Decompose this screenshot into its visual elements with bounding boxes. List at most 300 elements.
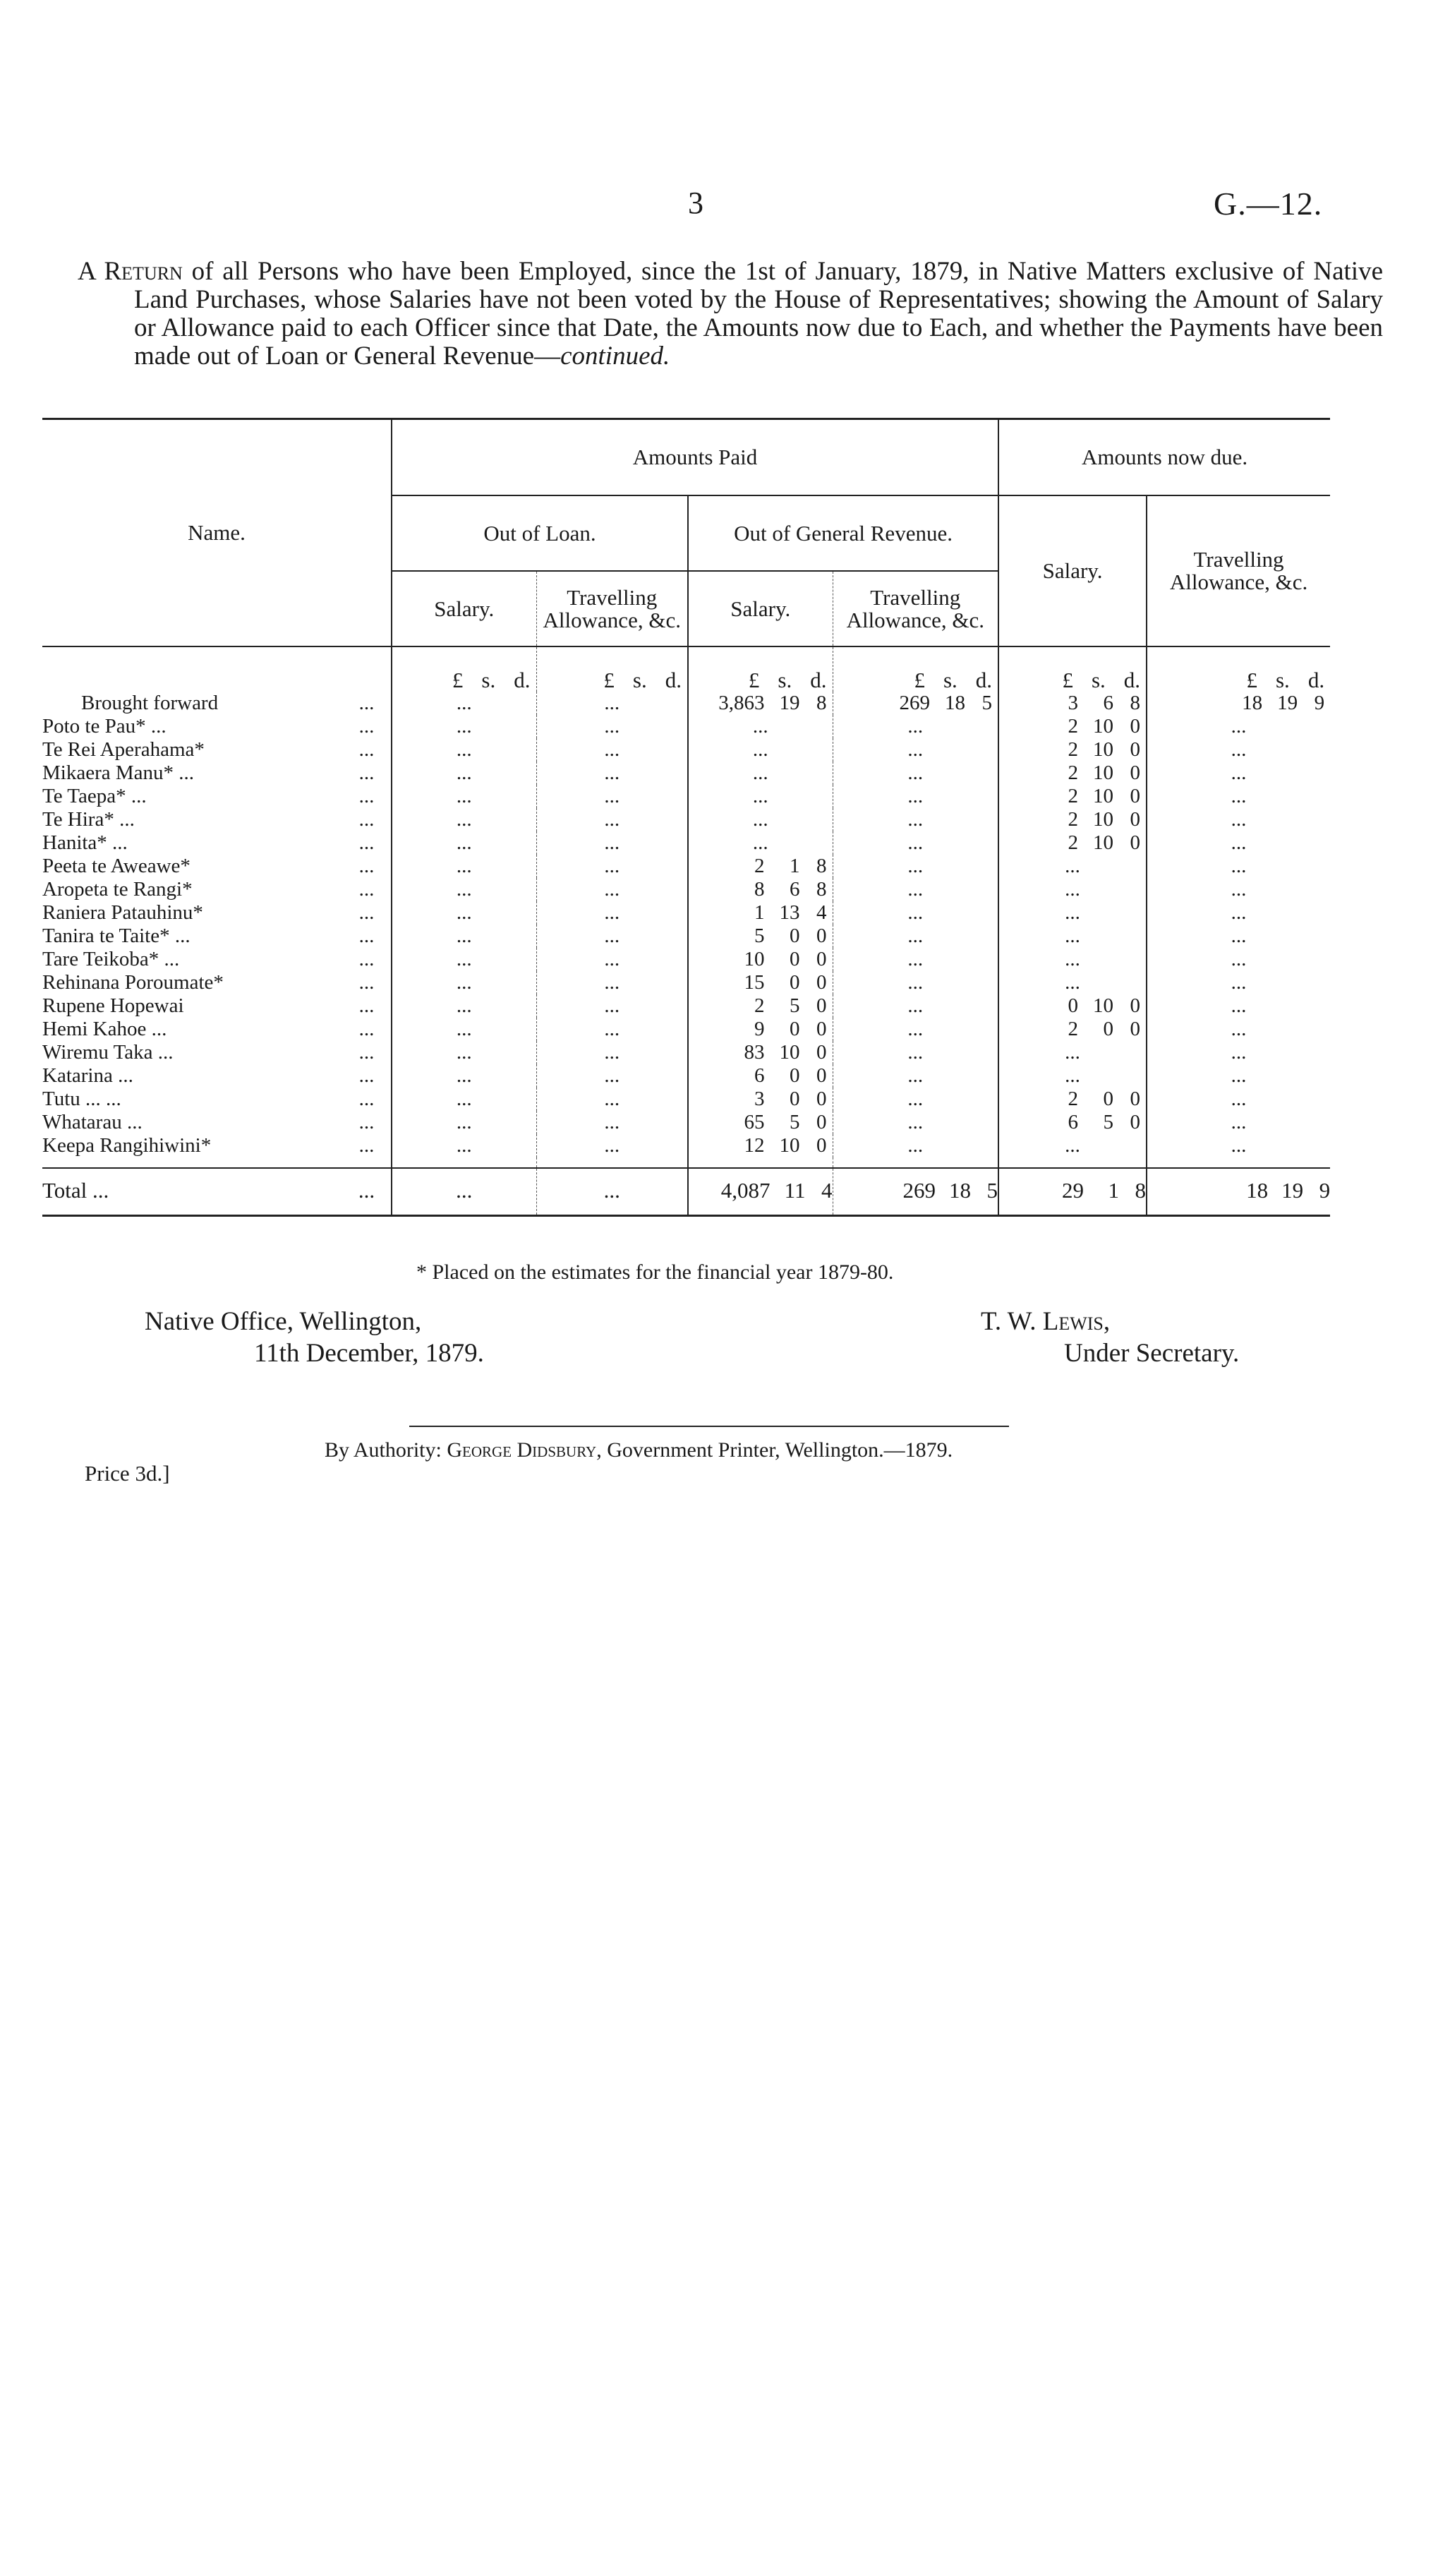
unit-label: £ (1246, 668, 1257, 692)
unit-label: d. (1307, 668, 1325, 692)
header-loan-travelling: Travelling Allowance, &c. (536, 571, 688, 646)
empty-value: ... (1231, 994, 1247, 1017)
page-number: 3 (688, 186, 703, 220)
pence: 0 (816, 925, 827, 947)
empty-value: ... (907, 878, 924, 901)
unit-cell (998, 647, 1147, 692)
empty-value: ... (752, 831, 768, 854)
row-leader-dots: ... (358, 994, 375, 1017)
pence: 0 (1130, 1018, 1141, 1040)
signatory-title: Under Secretary. (1064, 1339, 1240, 1368)
cell-gen-sal (688, 785, 833, 808)
pence: 0 (816, 1111, 827, 1133)
pence: 0 (1130, 762, 1141, 784)
cell-due-trav (1147, 808, 1330, 831)
cell-loan-trav (536, 1168, 688, 1216)
pounds: 2 (754, 855, 765, 877)
row-leader-dots: ... (358, 948, 375, 970)
cell-gen-trav (833, 1018, 998, 1041)
empty-value: ... (456, 1111, 472, 1133)
cell-loan-trav (536, 901, 688, 925)
row-name: Mikaera Manu* ... (42, 762, 195, 784)
empty-value: ... (1231, 855, 1247, 877)
shillings: 5 (1103, 1111, 1114, 1133)
empty-value: ... (1065, 855, 1080, 877)
row-name: Raniera Patauhinu* (42, 901, 203, 924)
cell-gen-sal (688, 738, 833, 762)
shillings: 10 (1093, 715, 1114, 738)
empty-value: ... (1231, 878, 1247, 901)
cell-gen-trav (833, 1064, 998, 1088)
printer-authority (325, 1438, 953, 1462)
cell-gen-trav (833, 1111, 998, 1134)
intro-lead: A (78, 257, 104, 286)
unit-label: £ (1062, 668, 1073, 692)
authority-printer: George Didsbury (447, 1438, 597, 1462)
cell-gen-trav (833, 785, 998, 808)
table-body (42, 647, 1330, 1216)
pounds: 269 (902, 1178, 936, 1203)
cell-gen-sal (688, 762, 833, 785)
cell-gen-trav (833, 925, 998, 948)
empty-value: ... (752, 785, 768, 807)
empty-value: ... (752, 762, 768, 784)
cell-due-sal (998, 1064, 1147, 1088)
cell-due-sal (998, 855, 1147, 878)
shillings: 0 (790, 971, 800, 994)
empty-value: ... (907, 855, 924, 877)
cell-gen-trav (833, 808, 998, 831)
unit-cell (1147, 647, 1330, 692)
empty-value: ... (1065, 878, 1080, 901)
cell-due-sal (998, 762, 1147, 785)
empty-value: ... (752, 715, 768, 738)
table-row (42, 831, 1330, 855)
empty-value: ... (1231, 1064, 1247, 1087)
empty-value: ... (456, 762, 472, 784)
cell-due-sal (998, 831, 1147, 855)
cell-due-sal (998, 785, 1147, 808)
empty-value: ... (907, 738, 924, 761)
cell-gen-trav (833, 855, 998, 878)
cell-gen-sal (688, 1111, 833, 1134)
empty-value: ... (907, 762, 924, 784)
unit-label: s. (943, 668, 957, 692)
cell-due-sal (998, 808, 1147, 831)
cell-loan-sal (392, 1134, 536, 1157)
unit-label: £ (914, 668, 925, 692)
row-name: Aropeta te Rangi* (42, 878, 193, 901)
cell-loan-sal (392, 808, 536, 831)
empty-value: ... (907, 948, 924, 970)
unit-label: s. (632, 668, 647, 692)
empty-value: ... (1065, 1134, 1080, 1157)
table-row (42, 971, 1330, 994)
cell-loan-sal (392, 994, 536, 1018)
cell-loan-trav (536, 971, 688, 994)
empty-value: ... (604, 762, 620, 784)
header-due-salary: Salary. (998, 495, 1147, 646)
shillings: 0 (790, 925, 800, 947)
empty-value: ... (604, 1064, 620, 1087)
unit-label: d. (975, 668, 993, 692)
empty-value: ... (456, 785, 472, 807)
header-amounts-paid: Amounts Paid (392, 419, 998, 496)
row-leader-dots: ... (342, 1168, 392, 1216)
empty-value: ... (604, 692, 620, 714)
empty-value: ... (604, 1088, 620, 1110)
cell-gen-sal (688, 855, 833, 878)
cell-loan-sal (392, 1111, 536, 1134)
cell-gen-sal (688, 1018, 833, 1041)
row-name: Rupene Hopewai (42, 994, 184, 1017)
shillings: 6 (790, 878, 800, 901)
cell-loan-sal (392, 855, 536, 878)
empty-value: ... (604, 855, 620, 877)
cell-loan-trav (536, 878, 688, 901)
empty-value: ... (456, 948, 472, 970)
shillings: 10 (779, 1134, 800, 1157)
cell-loan-trav (536, 994, 688, 1018)
table-row (42, 901, 1330, 925)
empty-value: ... (907, 808, 924, 831)
empty-value: ... (604, 1111, 620, 1133)
cell-loan-sal (392, 715, 536, 738)
pounds: 5 (754, 925, 765, 947)
cell-due-trav (1147, 715, 1330, 738)
empty-value: ... (1231, 1018, 1247, 1040)
empty-value: ... (604, 1041, 620, 1064)
cell-due-trav (1147, 762, 1330, 785)
cell-gen-trav (833, 738, 998, 762)
empty-value: ... (456, 1134, 472, 1157)
cell-gen-sal (688, 1088, 833, 1111)
shillings: 5 (790, 994, 800, 1017)
cell-loan-trav (536, 808, 688, 831)
empty-value: ... (752, 738, 768, 761)
pounds: 8 (754, 878, 765, 901)
unit-label: d. (665, 668, 682, 692)
shillings: 10 (1093, 808, 1114, 831)
row-leader-dots: ... (358, 971, 375, 994)
unit-label: £ (603, 668, 615, 692)
unit-cell (536, 647, 688, 692)
cell-gen-trav (833, 971, 998, 994)
pence: 0 (816, 1018, 827, 1040)
cell-gen-trav (833, 1168, 998, 1216)
pence: 8 (1130, 692, 1141, 714)
table-row (42, 1064, 1330, 1088)
pence: 0 (1130, 831, 1141, 854)
pence: 0 (1130, 808, 1141, 831)
cell-gen-trav (833, 901, 998, 925)
cell-due-sal (998, 1168, 1147, 1216)
cell-loan-trav (536, 1018, 688, 1041)
empty-value: ... (604, 878, 620, 901)
cell-loan-sal (392, 692, 536, 715)
header-due-travelling: Travelling Allowance, &c. (1147, 495, 1330, 646)
cell-loan-sal (392, 971, 536, 994)
cell-due-trav (1147, 831, 1330, 855)
cell-loan-sal (392, 1168, 536, 1216)
empty-value: ... (456, 878, 472, 901)
cell-gen-sal (688, 994, 833, 1018)
pounds: 3 (754, 1088, 765, 1110)
shillings: 19 (1277, 692, 1298, 714)
empty-value: ... (1231, 1041, 1247, 1064)
shillings: 10 (1093, 762, 1114, 784)
cell-due-trav (1147, 925, 1330, 948)
pence: 0 (816, 1064, 827, 1087)
shillings: 10 (1093, 785, 1114, 807)
row-name: Poto te Pau* ... (42, 715, 167, 738)
empty-value: ... (1231, 948, 1247, 970)
row-leader-dots: ... (358, 762, 375, 784)
shillings: 10 (1093, 994, 1114, 1017)
cell-loan-sal (392, 831, 536, 855)
cell-loan-trav (536, 948, 688, 971)
empty-value: ... (456, 855, 472, 877)
table-row (42, 785, 1330, 808)
cell-gen-sal (688, 901, 833, 925)
empty-value: ... (907, 1088, 924, 1110)
empty-value: ... (1231, 715, 1247, 738)
cell-due-trav (1147, 948, 1330, 971)
empty-value: ... (456, 808, 472, 831)
cell-gen-trav (833, 1134, 998, 1157)
empty-value: ... (1231, 738, 1247, 761)
cell-gen-sal (688, 715, 833, 738)
pence: 4 (821, 1178, 833, 1203)
intro-continued: continued. (560, 342, 670, 371)
authority-suffix: , Government Printer, Wellington.—1879. (596, 1438, 953, 1462)
row-name: Tutu ... ... (42, 1088, 121, 1110)
cell-loan-trav (536, 855, 688, 878)
pence: 0 (1130, 1111, 1141, 1133)
pounds: 83 (744, 1041, 765, 1064)
unit-label: s. (1091, 668, 1106, 692)
signatory-initials: T. W. (981, 1307, 1043, 1336)
cell-gen-sal (688, 948, 833, 971)
cell-loan-trav (536, 1041, 688, 1064)
pounds: 12 (744, 1134, 765, 1157)
cell-due-trav (1147, 738, 1330, 762)
cell-loan-trav (536, 762, 688, 785)
pounds: 1 (754, 901, 765, 924)
pence: 0 (1130, 715, 1141, 738)
cell-due-trav (1147, 692, 1330, 715)
pounds: 18 (1246, 1178, 1269, 1203)
cell-loan-sal (392, 738, 536, 762)
cell-gen-trav (833, 692, 998, 715)
row-leader-dots: ... (358, 692, 375, 714)
row-leader-dots: ... (358, 1111, 375, 1133)
cell-due-sal (998, 901, 1147, 925)
pence: 0 (816, 1041, 827, 1064)
cell-due-sal (998, 715, 1147, 738)
cell-due-sal (998, 1111, 1147, 1134)
row-name: Katarina ... (42, 1064, 133, 1087)
pence: 9 (1314, 692, 1325, 714)
cell-due-sal (998, 1018, 1147, 1041)
pence: 0 (816, 994, 827, 1017)
signatory-name (981, 1306, 1239, 1337)
pence: 0 (1130, 785, 1141, 807)
office-block (145, 1306, 484, 1369)
empty-value: ... (604, 901, 620, 924)
cell-due-trav (1147, 901, 1330, 925)
cell-gen-trav (833, 1041, 998, 1064)
shillings: 0 (1103, 1018, 1114, 1040)
empty-value: ... (604, 831, 620, 854)
price: Price 3d.] (85, 1461, 170, 1486)
empty-value: ... (1231, 1111, 1247, 1133)
pounds: 2 (1068, 715, 1079, 738)
cell-due-sal (998, 1134, 1147, 1157)
shillings: 0 (1103, 1088, 1114, 1110)
empty-value: ... (456, 1088, 472, 1110)
pounds: 6 (1068, 1111, 1079, 1133)
row-leader-dots: ... (358, 925, 375, 947)
row-name: Total ... (42, 1168, 342, 1216)
table-row (42, 994, 1330, 1018)
cell-gen-sal (688, 1064, 833, 1088)
table-row (42, 855, 1330, 878)
cell-gen-sal (688, 971, 833, 994)
row-leader-dots: ... (358, 785, 375, 807)
row-leader-dots: ... (358, 1018, 375, 1040)
pence: 0 (1130, 1088, 1141, 1110)
unit-label: £ (748, 668, 760, 692)
cell-due-trav (1147, 1041, 1330, 1064)
pence: 0 (1130, 994, 1141, 1017)
office-date: 11th December, 1879. (254, 1339, 484, 1368)
header-amounts-now-due: Amounts now due. (998, 419, 1330, 496)
row-name: Te Rei Aperahama* (42, 738, 205, 761)
empty-value: ... (456, 692, 472, 714)
shillings: 0 (790, 1064, 800, 1087)
footnote: * Placed on the estimates for the financial year 1879-80. (416, 1260, 894, 1284)
cell-due-trav (1147, 878, 1330, 901)
cell-gen-sal (688, 831, 833, 855)
pounds: 2 (1068, 762, 1079, 784)
shillings: 1 (790, 855, 800, 877)
cell-due-sal (998, 1088, 1147, 1111)
cell-due-sal (998, 948, 1147, 971)
empty-value: ... (456, 901, 472, 924)
cell-due-trav (1147, 785, 1330, 808)
empty-value: ... (604, 808, 620, 831)
pounds: 10 (744, 948, 765, 970)
cell-due-trav (1147, 994, 1330, 1018)
empty-value: ... (1231, 925, 1247, 947)
pounds: 0 (1068, 994, 1079, 1017)
cell-loan-sal (392, 901, 536, 925)
pounds: 65 (744, 1111, 765, 1133)
pounds: 3 (1068, 692, 1079, 714)
empty-value: ... (1065, 1064, 1080, 1087)
empty-value: ... (907, 1111, 924, 1133)
pence: 8 (816, 855, 827, 877)
unit-label: s. (778, 668, 792, 692)
cell-due-trav (1147, 1168, 1330, 1216)
unit-label: £ (452, 668, 464, 692)
empty-value: ... (604, 785, 620, 807)
cell-gen-sal (688, 1041, 833, 1064)
empty-value: ... (907, 831, 924, 854)
empty-value: ... (1065, 948, 1080, 970)
cell-loan-trav (536, 1064, 688, 1088)
cell-gen-trav (833, 878, 998, 901)
table-row (42, 762, 1330, 785)
cell-due-sal (998, 878, 1147, 901)
pounds: 2 (1068, 785, 1079, 807)
cell-due-sal (998, 994, 1147, 1018)
authority-prefix: By Authority: (325, 1438, 447, 1462)
table-row (42, 808, 1330, 831)
cell-gen-trav (833, 994, 998, 1018)
empty-value: ... (604, 1018, 620, 1040)
table-row (42, 692, 1330, 715)
cell-loan-sal (392, 1088, 536, 1111)
shillings: 1 (1108, 1178, 1120, 1203)
cell-gen-sal (688, 1168, 833, 1216)
pounds: 2 (1068, 808, 1079, 831)
row-name: Hanita* ... (42, 831, 128, 854)
row-name: Whatarau ... (42, 1111, 143, 1133)
return-table-wrap (42, 418, 1330, 1217)
empty-value: ... (907, 715, 924, 738)
empty-value: ... (1231, 762, 1247, 784)
cell-loan-trav (536, 925, 688, 948)
empty-value: ... (456, 1064, 472, 1087)
signature-block (981, 1306, 1239, 1369)
pence: 8 (816, 692, 827, 714)
cell-loan-trav (536, 692, 688, 715)
empty-value: ... (456, 715, 472, 738)
cell-gen-trav (833, 831, 998, 855)
unit-cell (392, 647, 536, 692)
cell-gen-trav (833, 948, 998, 971)
pence: 8 (1135, 1178, 1147, 1203)
unit-label: d. (1123, 668, 1141, 692)
row-name: Peeta te Aweawe* (42, 855, 191, 877)
row-leader-dots: ... (358, 715, 375, 738)
row-leader-dots: ... (358, 1041, 375, 1064)
pounds: 9 (754, 1018, 765, 1040)
cell-gen-sal (688, 925, 833, 948)
row-name: Tanira te Taite* ... (42, 925, 191, 947)
pounds: 6 (754, 1064, 765, 1087)
unit-label: d. (514, 668, 531, 692)
pounds: 2 (1068, 831, 1079, 854)
table-row (42, 1088, 1330, 1111)
empty-value: ... (1065, 1041, 1080, 1064)
pence: 0 (816, 971, 827, 994)
empty-value: ... (1231, 785, 1247, 807)
pounds: 2 (1068, 1018, 1079, 1040)
row-name: Keepa Rangihiwini* (42, 1134, 212, 1157)
table-row (42, 1134, 1330, 1157)
pounds: 15 (744, 971, 765, 994)
pence: 0 (816, 1134, 827, 1157)
shillings: 10 (779, 1041, 800, 1064)
signatory-surname: Lewis, (1042, 1307, 1111, 1336)
empty-value: ... (604, 925, 620, 947)
row-name: Hemi Kahoe ... (42, 1018, 167, 1040)
shillings: 0 (790, 1018, 800, 1040)
row-leader-dots: ... (358, 878, 375, 901)
